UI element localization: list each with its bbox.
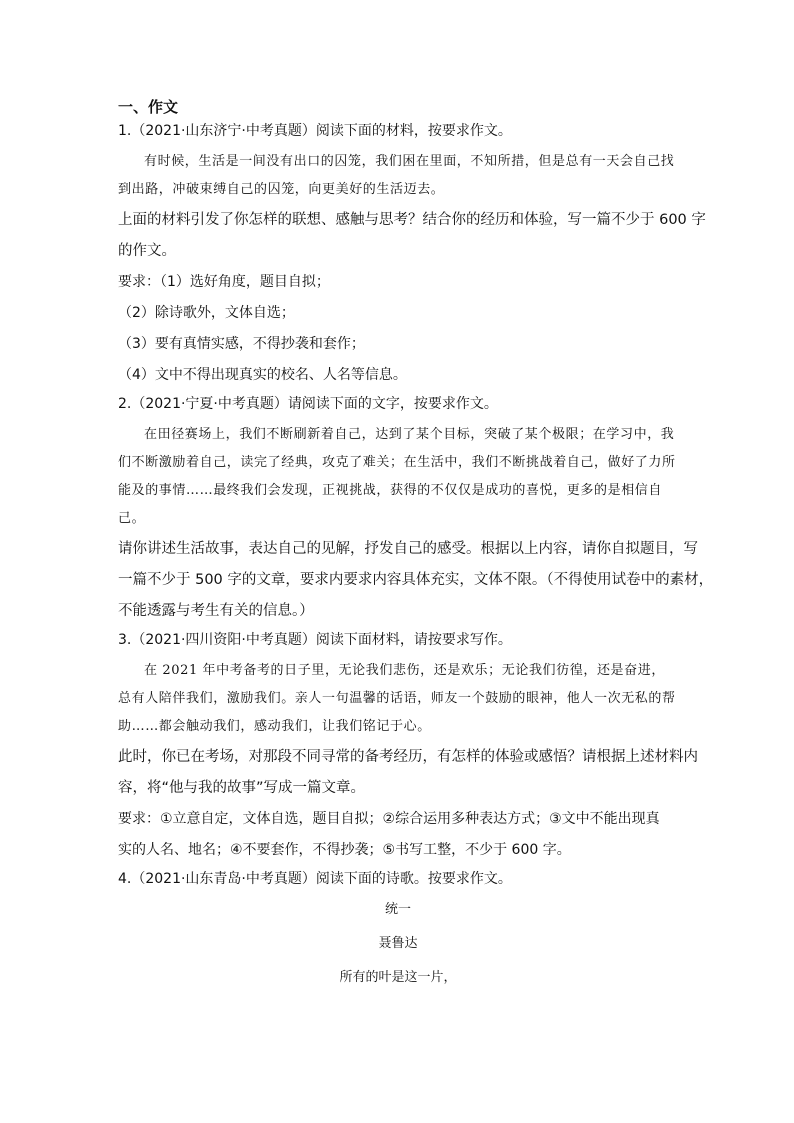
- poem-line: 所有的叶是这一片，: [339, 970, 457, 985]
- question-1-heading: 1.（2021·山东济宁·中考真题）阅读下面的材料，按要求作文。: [118, 123, 512, 139]
- question-1-requirement: （4）文中不得出现真实的校名、人名等信息。: [118, 367, 407, 383]
- question-1-prompt-line: 的作文。: [118, 243, 176, 259]
- question-2-prompt-line: 不能透露与考生有关的信息。）: [118, 603, 314, 619]
- question-2-heading: 2.（2021·宁夏·中考真题）请阅读下面的文字，按要求作文。: [118, 396, 498, 412]
- poem-title: 统一: [384, 902, 411, 917]
- question-1-prompt-line: 上面的材料引发了你怎样的联想、感触与思考？结合你的经历和体验，写一篇不少于 600 字: [118, 212, 706, 228]
- question-2-material: 在田径赛场上，我们不断刷新着自己，达到了某个目标，突破了某个极限；在学习中，我们不断激励着自己，读完了经典，攻克了难关；在生活中，我们不断挑战着自己，做好了力所能及的事情……最终我们会发现，正视挑战，获得的不仅仅是成功的喜悦，更多的是相信自己。: [118, 427, 676, 526]
- question-1-requirement: （2）除诗歌外，文体自选；: [118, 305, 295, 321]
- question-1-requirement: （3）要有真情实感，不得抄袭和套作；: [118, 336, 365, 352]
- question-3-prompt-line: 此时，你已在考场，对那段不同寻常的备考经历，有怎样的体验或感悟？请根据上述材料内: [118, 749, 698, 765]
- question-3-heading: 3.（2021·四川资阳·中考真题）阅读下面材料，请按要求写作。: [118, 632, 512, 648]
- page-content: [118, 96, 714, 995]
- question-3-material: 在 2021 年中考备考的日子里，无论我们悲伤，还是欢乐；无论我们彷徨，还是奋进，总有人陪伴我们，激励我们。亲人一句温馨的话语，师友一个鼓励的眼神，他人一次无私的帮助……都会触动我们，感动我们，让我们铭记于心。: [118, 663, 676, 734]
- section-title: 一、作文: [118, 98, 179, 116]
- question-2-prompt-line: 一篇不少于 500 字的文章，要求内要求内容具体充实，文体不限。（不得使用试卷中的素材，: [118, 572, 714, 588]
- question-2-prompt-line: 请你讲述生活故事，表达自己的见解，抒发自己的感受。根据以上内容，请你自拟题目，写: [118, 541, 698, 557]
- question-3-prompt-line: 容，将“他与我的故事”写成一篇文章。: [118, 780, 366, 796]
- question-4-heading: 4.（2021·山东青岛·中考真题）阅读下面的诗歌。按要求作文。: [118, 871, 512, 887]
- question-1-requirement: 要求：（1）选好角度，题目自拟；: [118, 274, 330, 290]
- question-3-requirement: 要求：①立意自定，文体自选，题目自拟；②综合运用多种表达方式；③文中不能出现真: [118, 811, 660, 827]
- poem-author: 聂鲁达: [378, 936, 418, 951]
- question-1-material: 有时候，生活是一间没有出口的囚笼，我们困在里面，不知所措，但是总有一天会自己找到出路，冲破束缚自己的囚笼，向更美好的生活迈去。: [118, 154, 675, 197]
- question-3-requirement: 实的人名、地名；④不要套作，不得抄袭；⑤书写工整，不少于 600 字。: [118, 842, 571, 858]
